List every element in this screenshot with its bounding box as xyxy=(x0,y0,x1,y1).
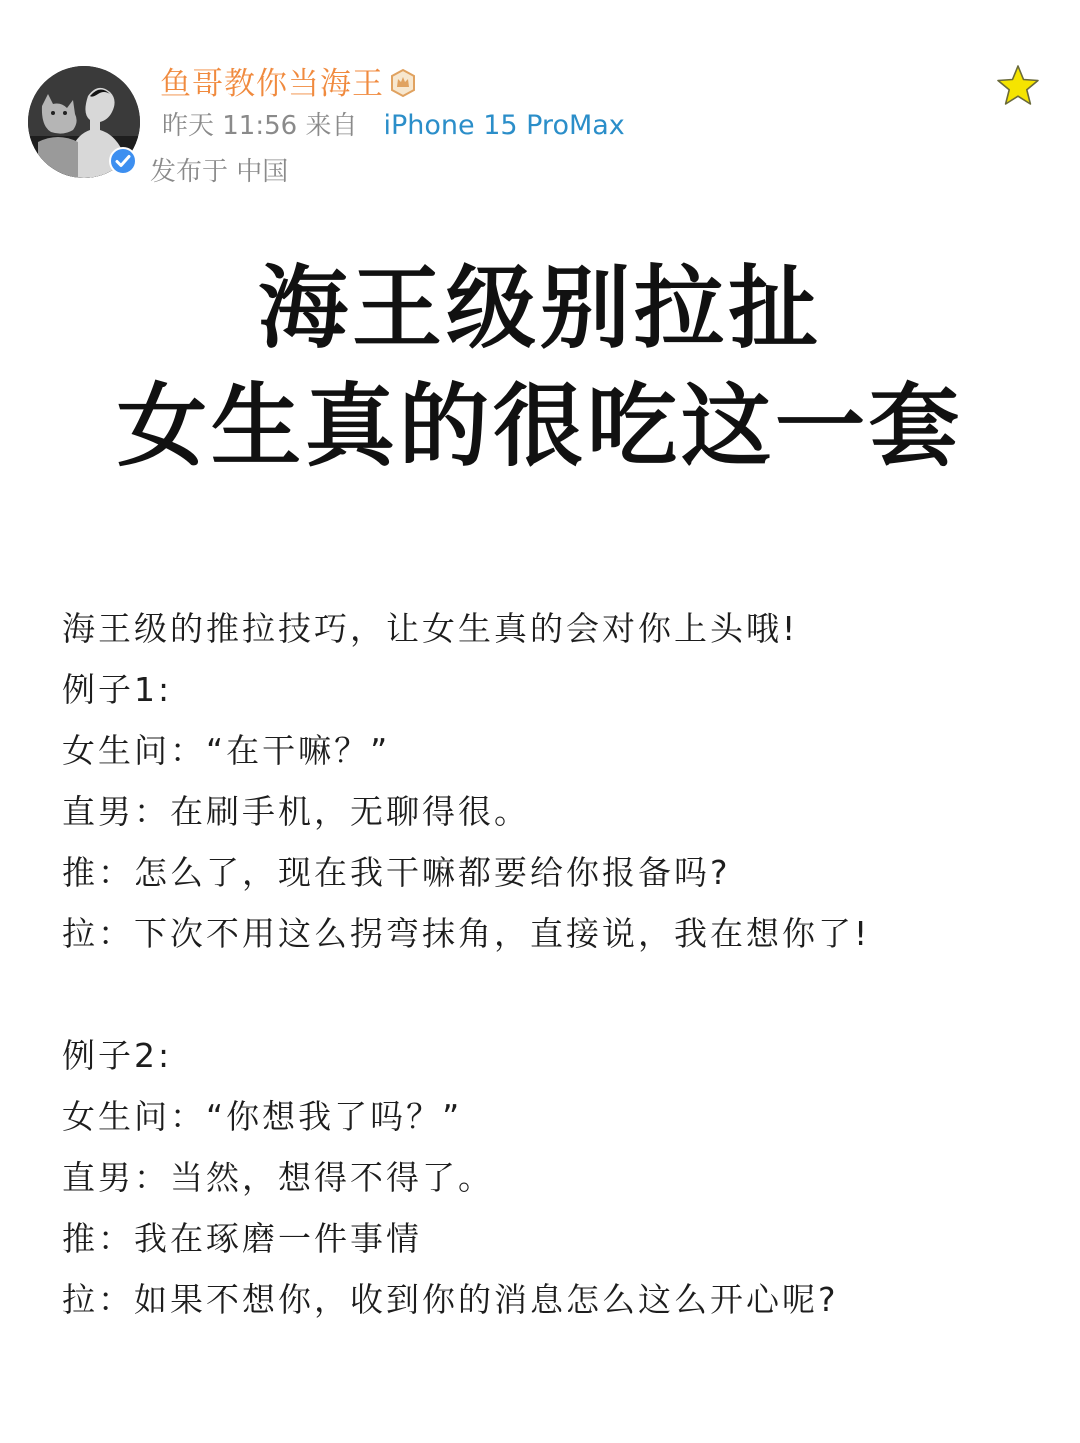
author-avatar[interactable] xyxy=(28,66,140,178)
post-header xyxy=(28,62,1052,192)
body-line: 女生问：“你想我了吗？” xyxy=(62,1097,463,1136)
body-line: 直男：在刷手机，无聊得很。 xyxy=(62,792,530,831)
body-line: 直男：当然，想得不得了。 xyxy=(62,1158,494,1197)
post-timestamp: 昨天 11:56 来自 xyxy=(162,111,358,141)
verified-check-icon xyxy=(108,146,138,176)
post-body xyxy=(62,598,1042,1330)
post-device[interactable]: iPhone 15 ProMax xyxy=(383,110,625,141)
body-line: 推：怎么了，现在我干嘛都要给你报备吗? xyxy=(62,853,731,892)
headline-line-1: 海王级别拉扯 xyxy=(258,256,822,361)
body-blank-line xyxy=(62,964,1042,1025)
post-location: 发布于 中国 xyxy=(150,157,289,187)
body-line: 推：我在琢磨一件事情 xyxy=(62,1219,422,1258)
crown-badge-icon xyxy=(388,68,418,98)
body-line: 女生问：“在干嘛？” xyxy=(62,731,391,770)
body-line: 例子1: xyxy=(62,670,173,709)
body-line: 拉：下次不用这么拐弯抹角，直接说，我在想你了! xyxy=(62,914,871,953)
body-line: 拉：如果不想你，收到你的消息怎么这么开心呢? xyxy=(62,1280,839,1319)
body-line: 例子2: xyxy=(62,1036,173,1075)
headline-line-2: 女生真的很吃这一套 xyxy=(117,374,963,479)
author-name-text[interactable]: 鱼哥教你当海王 xyxy=(160,66,384,102)
post-meta xyxy=(162,108,625,144)
body-line: 海王级的推拉技巧，让女生真的会对你上头哦! xyxy=(62,609,799,648)
author-name[interactable] xyxy=(160,64,418,104)
favorite-star-icon[interactable] xyxy=(994,62,1042,110)
post-headline xyxy=(0,250,1080,486)
